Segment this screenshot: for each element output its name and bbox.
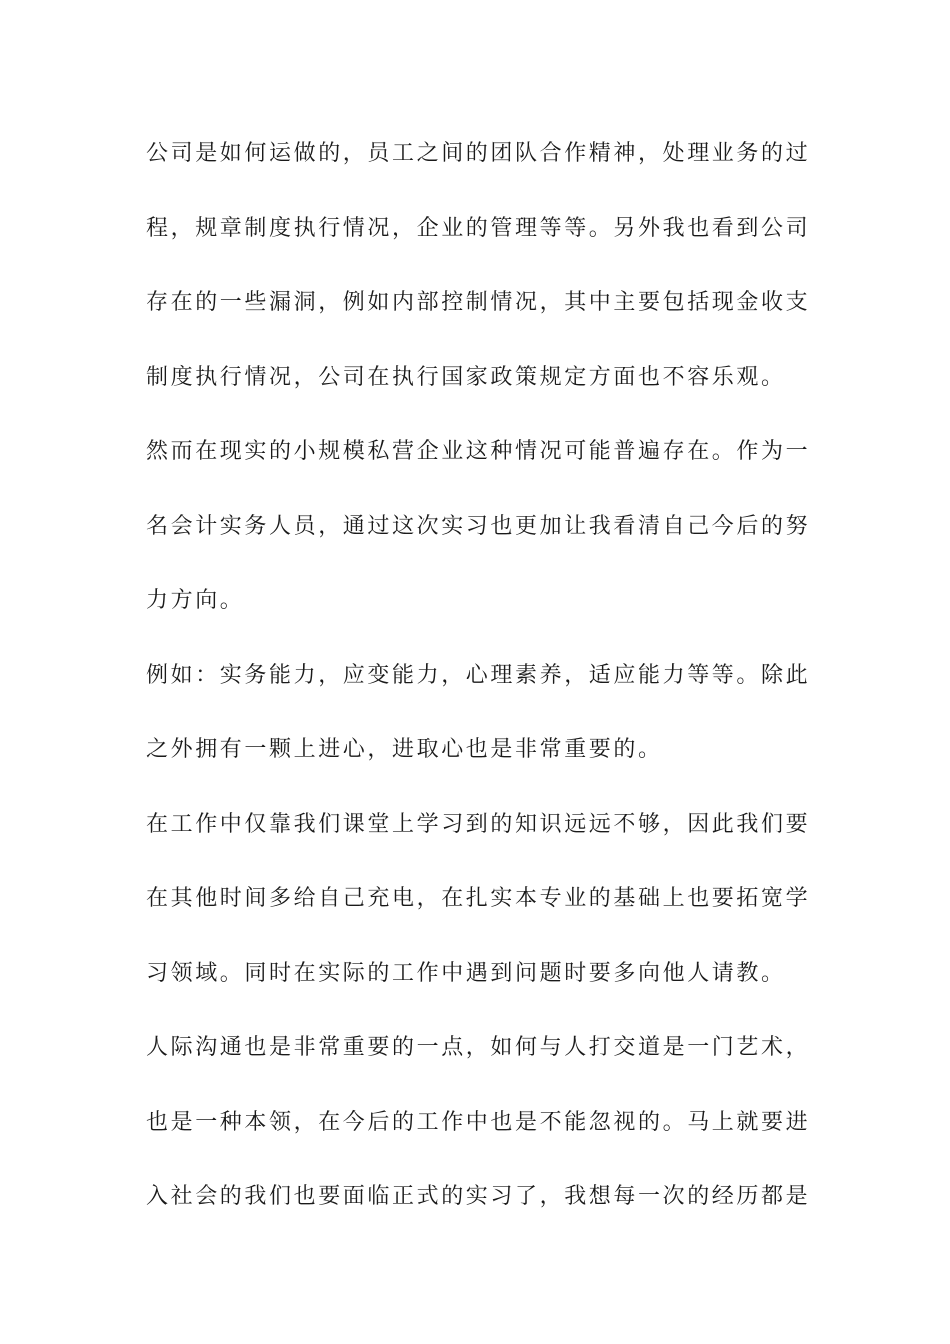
- text-line: 入社会的我们也要面临正式的实习了，我想每一次的经历都是: [146, 1184, 811, 1209]
- text-line: 在工作中仅靠我们课堂上学习到的知识远远不够，因此我们要: [146, 811, 811, 837]
- text-line: 在其他时间多给自己充电，在扎实本专业的基础上也要拓宽学: [146, 886, 811, 911]
- text-line: 习领域。同时在实际的工作中遇到问题时要多向他人请教。: [146, 960, 786, 986]
- text-line: 力方向。: [146, 588, 245, 613]
- text-line: 公司是如何运做的，员工之间的团队合作精神，处理业务的过: [146, 141, 811, 166]
- text-line: 制度执行情况，公司在执行国家政策规定方面也不容乐观。: [146, 364, 786, 390]
- text-line: 名会计实务人员，通过这次实习也更加让我看清自己今后的努: [146, 513, 811, 539]
- text-line: 程，规章制度执行情况，企业的管理等等。另外我也看到公司: [146, 215, 811, 241]
- text-line: 之外拥有一颗上进心，进取心也是非常重要的。: [146, 737, 663, 762]
- document-body: [146, 132, 811, 1250]
- text-line: 也是一种本领，在今后的工作中也是不能忽视的。马上就要进: [146, 1109, 811, 1135]
- text-line: 存在的一些漏洞，例如内部控制情况，其中主要包括现金收支: [146, 290, 811, 315]
- text-line: 例如：实务能力，应变能力，心理素养，适应能力等等。除此: [146, 662, 811, 688]
- text-line: 然而在现实的小规模私营企业这种情况可能普遍存在。作为一: [146, 439, 811, 464]
- text-line: 人际沟通也是非常重要的一点，如何与人打交道是一门艺术，: [146, 1035, 811, 1060]
